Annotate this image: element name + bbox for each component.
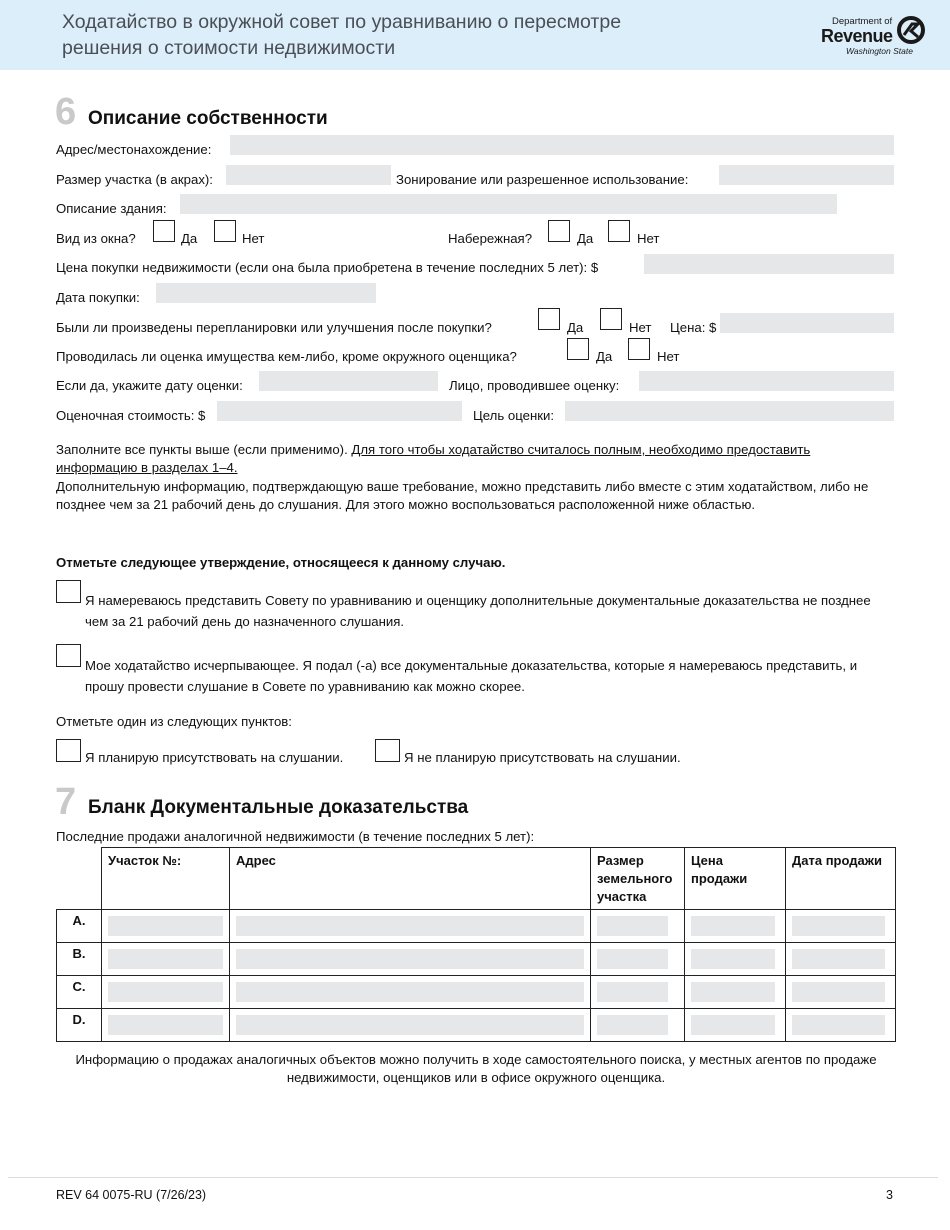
building-description-label: Описание здания: xyxy=(56,201,167,216)
cell xyxy=(591,1009,685,1042)
waterfront-no-checkbox[interactable] xyxy=(608,220,630,242)
not-attend-hearing-label: Я не планирую присутствовать на слушании. xyxy=(404,750,681,765)
remodel-yes-checkbox[interactable] xyxy=(538,308,560,330)
appraisal-date-field[interactable] xyxy=(259,371,438,391)
remodel-price-field[interactable] xyxy=(720,313,894,333)
footer-divider xyxy=(8,1177,938,1178)
purchase-price-label: Цена покупки недвижимости (если она была приобретена в течение последних 5 лет): $ xyxy=(56,260,599,275)
table-row xyxy=(57,976,896,1009)
cell xyxy=(591,976,685,1009)
cell xyxy=(591,943,685,976)
sale-date-field[interactable] xyxy=(792,982,885,1002)
lot-size-field[interactable] xyxy=(226,165,391,185)
form-title: Ходатайство в окружной совет по уравниванию о пересмотре решения о стоимости недвижимости xyxy=(62,11,622,59)
column-land-size: Размер земельного участка xyxy=(591,848,685,910)
table-row xyxy=(57,910,896,943)
cell xyxy=(685,943,786,976)
form-code: REV 64 0075-RU (7/26/23) xyxy=(56,1188,207,1202)
row-label: D. xyxy=(57,1009,102,1042)
view-no-checkbox[interactable] xyxy=(214,220,236,242)
cell xyxy=(102,976,230,1009)
comparable-sales-intro: Последние продажи аналогичной недвижимости (в течение последних 5 лет): xyxy=(56,829,535,844)
remodel-no-label: Нет xyxy=(629,320,652,335)
sale-date-field[interactable] xyxy=(792,916,885,936)
appraisal-label: Проводилась ли оценка имущества кем-либо, кроме окружного оценщика? xyxy=(56,349,517,364)
row-label: C. xyxy=(57,976,102,1009)
completion-note-plain: Заполните все пункты выше (если применимо). xyxy=(56,442,352,457)
view-yes-checkbox[interactable] xyxy=(153,220,175,242)
appraisal-yes-checkbox[interactable] xyxy=(567,338,589,360)
cell xyxy=(102,943,230,976)
table-header-row xyxy=(57,848,896,910)
address-field[interactable] xyxy=(236,982,584,1002)
section-6-title: Описание собственности xyxy=(88,108,328,129)
purchase-date-label: Дата покупки: xyxy=(56,290,140,305)
column-sale-date: Дата продажи xyxy=(786,848,896,910)
parcel-field[interactable] xyxy=(108,1015,223,1035)
choose-one-label: Отметьте один из следующих пунктов: xyxy=(56,714,292,729)
appraisal-yes-label: Да xyxy=(596,349,613,364)
column-sale-price: Цена продажи xyxy=(685,848,786,910)
table-row xyxy=(57,943,896,976)
address-field[interactable] xyxy=(236,1015,584,1035)
cell xyxy=(685,910,786,943)
section-7-number: 7 xyxy=(55,781,77,823)
remodel-price-label: Цена: $ xyxy=(670,320,717,335)
logo-revenue-text: Revenue xyxy=(821,26,893,46)
table-corner-cell xyxy=(57,848,102,910)
petition-complete-checkbox[interactable] xyxy=(56,644,81,667)
waterfront-yes-label: Да xyxy=(577,231,594,246)
logo-state-text: Washington State xyxy=(846,46,913,56)
appraiser-field[interactable] xyxy=(639,371,894,391)
table-row xyxy=(57,1009,896,1042)
additional-evidence-text: Я намереваюсь представить Совету по уравниванию и оценщику дополнительные документальные доказательства не позднее чем за 21 рабочий день до назначенного слушания. xyxy=(85,593,871,629)
page-number: 3 xyxy=(886,1188,893,1202)
sale-price-field[interactable] xyxy=(691,982,775,1002)
remodel-no-checkbox[interactable] xyxy=(600,308,622,330)
attend-hearing-checkbox[interactable] xyxy=(56,739,81,762)
logo-department-text: Department of xyxy=(832,16,893,27)
view-yes-label: Да xyxy=(181,231,198,246)
land-size-field[interactable] xyxy=(597,949,668,969)
revenue-swirl-icon xyxy=(896,15,926,45)
additional-evidence-checkbox[interactable] xyxy=(56,580,81,603)
additional-info-note: Дополнительную информацию, подтверждающую ваше требование, можно представить либо вместе с этим ходатайством, либо не позднее чем за 21 рабочий день до слушания. Для этого можно воспользоваться расположенной ниже областью. xyxy=(56,479,869,512)
sale-price-field[interactable] xyxy=(691,1015,775,1035)
land-size-field[interactable] xyxy=(597,1015,668,1035)
parcel-field[interactable] xyxy=(108,949,223,969)
completion-note-underlined: Для того чтобы ходатайство считалось полным, необходимо предоставить информацию в разделах 1–4. xyxy=(56,442,811,475)
cell xyxy=(230,910,591,943)
address-field[interactable] xyxy=(236,949,584,969)
sale-date-field[interactable] xyxy=(792,949,885,969)
remodel-yes-label: Да xyxy=(567,320,584,335)
parcel-field[interactable] xyxy=(108,982,223,1002)
row-label: A. xyxy=(57,910,102,943)
statement-heading: Отметьте следующее утверждение, относящееся к данному случаю. xyxy=(56,555,506,570)
appraisal-purpose-field[interactable] xyxy=(565,401,894,421)
petition-complete-text: Мое ходатайство исчерпывающее. Я подал (-а) все документальные доказательства, которые я намереваюсь представить, и прошу провести слушание в Совете по уравниванию как можно скорее. xyxy=(85,658,858,694)
zoning-field[interactable] xyxy=(719,165,894,185)
appraised-value-label: Оценочная стоимость: $ xyxy=(56,408,206,423)
waterfront-no-label: Нет xyxy=(637,231,660,246)
view-label: Вид из окна? xyxy=(56,231,136,246)
cell xyxy=(102,1009,230,1042)
cell xyxy=(786,943,896,976)
waterfront-yes-checkbox[interactable] xyxy=(548,220,570,242)
cell xyxy=(786,1009,896,1042)
section-6-number: 6 xyxy=(55,91,77,133)
sale-price-field[interactable] xyxy=(691,916,775,936)
cell xyxy=(685,976,786,1009)
cell xyxy=(786,910,896,943)
comparable-sales-table xyxy=(56,847,896,1042)
zoning-label: Зонирование или разрешенное использование: xyxy=(396,172,689,187)
land-size-field[interactable] xyxy=(597,982,668,1002)
attend-hearing-label: Я планирую присутствовать на слушании. xyxy=(85,750,344,765)
remodel-label: Были ли произведены перепланировки или улучшения после покупки? xyxy=(56,320,492,335)
parcel-field[interactable] xyxy=(108,916,223,936)
purchase-price-field[interactable] xyxy=(644,254,894,274)
comparable-sales-source-note: Информацию о продажах аналогичных объектов можно получить в ходе самостоятельного поиска, у местных агентов по продаже недвижимости, оценщиков или в офисе окружного оценщика. xyxy=(75,1052,877,1085)
dor-logo xyxy=(818,13,928,59)
sale-date-field[interactable] xyxy=(792,1015,885,1035)
appraisal-no-label: Нет xyxy=(657,349,680,364)
page-header xyxy=(0,0,950,70)
section-7-title: Бланк Документальные доказательства xyxy=(88,797,469,818)
appraiser-label: Лицо, проводившее оценку: xyxy=(449,378,620,393)
waterfront-label: Набережная? xyxy=(448,231,533,246)
appraisal-no-checkbox[interactable] xyxy=(628,338,650,360)
purchase-date-field[interactable] xyxy=(156,283,376,303)
building-description-field[interactable] xyxy=(180,194,837,214)
appraisal-date-label: Если да, укажите дату оценки: xyxy=(56,378,243,393)
completion-note xyxy=(56,441,886,476)
cell xyxy=(230,1009,591,1042)
appraised-value-field[interactable] xyxy=(217,401,462,421)
address-field[interactable] xyxy=(236,916,584,936)
not-attend-hearing-checkbox[interactable] xyxy=(375,739,400,762)
view-no-label: Нет xyxy=(242,231,265,246)
row-label: B. xyxy=(57,943,102,976)
sale-price-field[interactable] xyxy=(691,949,775,969)
lot-size-label: Размер участка (в акрах): xyxy=(56,172,213,187)
cell xyxy=(685,1009,786,1042)
cell xyxy=(230,943,591,976)
cell xyxy=(591,910,685,943)
land-size-field[interactable] xyxy=(597,916,668,936)
address-field[interactable] xyxy=(230,135,894,155)
cell xyxy=(102,910,230,943)
appraisal-purpose-label: Цель оценки: xyxy=(473,408,555,423)
address-label: Адрес/местонахождение: xyxy=(56,142,212,157)
cell xyxy=(786,976,896,1009)
cell xyxy=(230,976,591,1009)
column-parcel: Участок №: xyxy=(102,848,230,910)
column-address: Адрес xyxy=(230,848,591,910)
